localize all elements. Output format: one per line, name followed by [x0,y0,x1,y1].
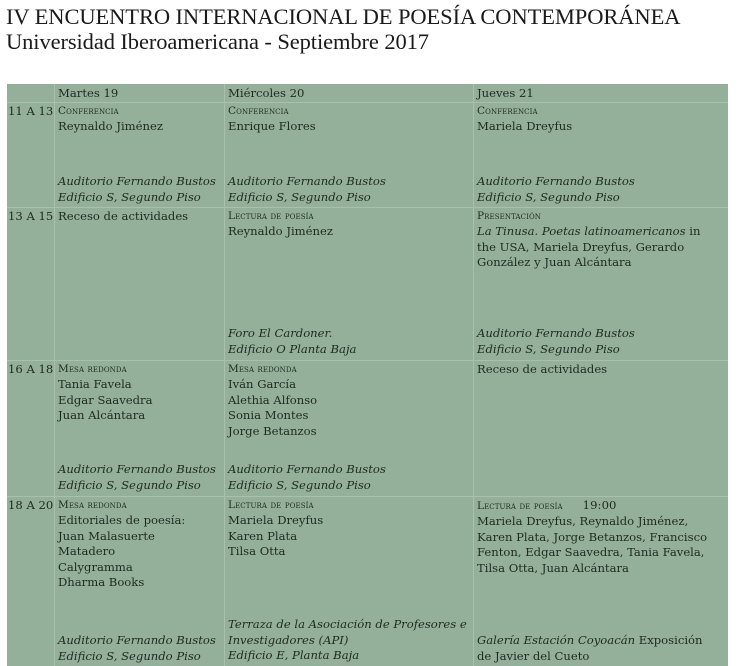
event-category: Lectura de poesía 19:00 [477,498,617,512]
grid-line [7,207,728,208]
venue-location: Edificio S, Segundo Piso [228,189,371,204]
event-category: Lectura de poesía [228,499,314,511]
schedule-cell [474,362,728,496]
venue-name: Auditorio Fernando Bustos [58,633,216,647]
venue-location: Edificio S, Segundo Piso [477,341,620,356]
venue [58,174,216,205]
publisher: Dharma Books [58,575,145,589]
speaker-list: Karen Plata, Jorge Betanzos, Francisco [477,529,708,544]
column-header-day-3: Jueves 21 [477,86,534,100]
schedule-cell [225,498,473,666]
page-subtitle: Universidad Iberoamericana - Septiembre 2017 [6,29,429,54]
event-category: Lectura de poesía [228,210,314,222]
venue [477,326,635,357]
publisher: Matadero [58,544,116,558]
break-text: Receso de actividades [58,209,189,223]
event-category: Mesa redonda [58,363,127,375]
event-category: Conferencia [58,105,119,117]
schedule-cell [225,362,473,496]
schedule-cell [55,362,224,496]
presentation-description: González y Juan Alcántara [477,255,632,269]
event-category: Presentación [477,210,542,222]
schedule-cell [55,104,224,207]
speaker-list: Fenton, Edgar Saavedra, Tania Favela, [477,545,705,559]
venue [228,326,356,357]
speaker: Jorge Betanzos [228,423,317,438]
venue [228,174,386,205]
event-category: Mesa redonda [58,499,127,511]
speaker: Reynaldo Jiménez [58,119,163,133]
venue [228,462,386,493]
time-slot-label: 16 A 18 [8,362,54,376]
event-category: Conferencia [477,105,538,117]
event-category: Conferencia [228,105,289,117]
panel-topic: Editoriales de poesía: [58,513,186,527]
speaker: Karen Plata [228,528,298,543]
venue [228,617,467,664]
venue-location: Edificio S, Segundo Piso [58,648,201,663]
venue [477,174,635,205]
venue-location: Edificio S, Segundo Piso [477,189,620,204]
venue-name-continued: Investigadores (API) [228,632,349,647]
time-slot-label: 11 A 13 [8,104,54,118]
schedule-cell [55,209,224,360]
venue-location: Edificio S, Segundo Piso [228,477,371,492]
venue-name: Auditorio Fernando Bustos [477,174,635,188]
venue-name: Auditorio Fernando Bustos [228,174,386,188]
speaker: Tania Favela [58,377,132,391]
speaker-list: Tilsa Otta, Juan Alcántara [477,560,629,575]
venue-location: Edificio S, Segundo Piso [58,189,201,204]
venue [477,633,702,664]
venue [58,462,216,493]
page-title: IV ENCUENTRO INTERNACIONAL DE POESÍA CONTEMPORÁNEA [6,4,681,29]
schedule-cell [474,498,728,666]
speaker: Enrique Flores [228,119,316,133]
exhibition-artist: de Javier del Cueto [477,648,590,663]
venue-name: Auditorio Fernando Bustos [477,326,635,340]
schedule-table [7,84,728,666]
venue-location: Edificio O Planta Baja [228,341,357,356]
header [6,4,680,54]
grid-line [7,496,728,497]
event-category: Mesa redonda [228,363,297,375]
speaker: Edgar Saavedra [58,392,153,407]
venue-name: Auditorio Fernando Bustos [58,174,216,188]
venue-name: Auditorio Fernando Bustos [58,462,216,476]
speaker: Reynaldo Jiménez [228,224,333,238]
grid-line [7,102,728,103]
speaker-list: Mariela Dreyfus, Reynaldo Jiménez, [477,514,689,528]
schedule-cell [55,498,224,666]
speaker: Iván García [228,377,297,391]
speaker: Mariela Dreyfus [477,119,573,133]
schedule-cell [225,104,473,207]
exhibition-label: Exposición [635,633,703,647]
event-time: 19:00 [582,498,617,512]
venue [58,633,216,664]
venue-name: Terraza de la Asociación de Profesores e [228,617,467,631]
grid-line [7,360,728,361]
venue-name: Auditorio Fernando Bustos [228,462,386,476]
speaker: Alethia Alfonso [228,392,318,407]
venue-name: Foro El Cardoner. [228,326,333,340]
schedule-cell [225,209,473,360]
speaker: Mariela Dreyfus [228,513,324,527]
column-header-day-1: Martes 19 [58,86,119,100]
speaker: Tilsa Otta [228,544,286,558]
schedule-cell [474,209,728,360]
speaker: Sonia Montes [228,408,309,422]
time-slot-label: 13 A 15 [8,209,54,223]
publisher: Calygramma [58,559,133,574]
speaker: Juan Alcántara [58,408,146,422]
presentation-description: La Tinusa. Poetas latinoamericanos in [477,224,701,238]
venue-location: Edificio S, Segundo Piso [58,477,201,492]
venue-name: Galería Estación Coyoacán [477,633,636,647]
presentation-description: the USA, Mariela Dreyfus, Gerardo [477,239,685,254]
book-title: La Tinusa. Poetas latinoamericanos [477,224,686,238]
publisher: Juan Malasuerte [58,528,155,543]
venue-location: Edificio E, Planta Baja [228,648,360,662]
time-slot-label: 18 A 20 [8,498,54,512]
break-text: Receso de actividades [477,362,608,376]
column-header-day-2: Miércoles 20 [228,86,305,100]
schedule-cell [474,104,728,207]
